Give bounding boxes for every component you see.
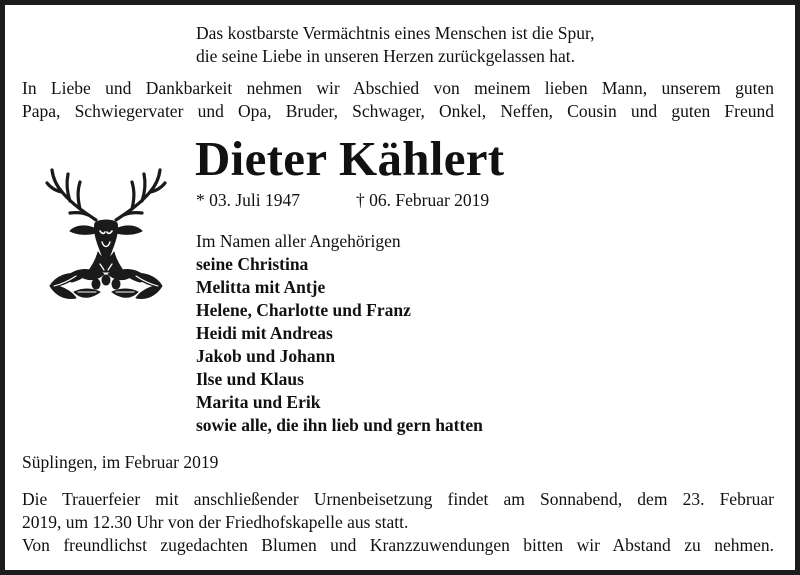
intro-line-2: Papa, Schwiegervater und Opa, Bruder, Schwager, Onkel, Neffen, Cousin und guten Freund: [22, 101, 774, 121]
notice-line-1: Die Trauerfeier mit anschließender Urnenbeisetzung findet am Sonnabend, dem 23. Februar: [22, 489, 774, 509]
intro-line-1: In Liebe und Dankbarkeit nehmen wir Abschied von meinem lieben Mann, unserem guten: [22, 78, 774, 98]
mourner-name: Ilse und Klaus: [196, 369, 304, 389]
mourner-name: Helene, Charlotte und Franz: [196, 300, 411, 320]
mourner-name: Heidi mit Andreas: [196, 323, 333, 343]
mourners-intro: Im Namen aller Angehörigen: [196, 231, 401, 251]
motto-line-1: Das kostbarste Vermächtnis eines Menschen ist die Spur,: [196, 23, 595, 43]
death-date: † 06. Februar 2019: [356, 190, 490, 210]
mourner-name: Marita und Erik: [196, 392, 321, 412]
deceased-name: Dieter Kählert: [195, 131, 505, 186]
mourner-name: Jakob und Johann: [196, 346, 336, 366]
birth-date: * 03. Juli 1947: [196, 190, 301, 210]
mourner-name: Melitta mit Antje: [196, 277, 326, 297]
mourner-closing: sowie alle, die ihn lieb und gern hatten: [196, 415, 483, 435]
motto-line-2: die seine Liebe in unseren Herzen zurückgelassen hat.: [196, 46, 576, 66]
notice-line-2: 2019, um 12.30 Uhr von der Friedhofskapelle aus statt.: [22, 512, 409, 532]
mourner-name: seine Christina: [196, 254, 309, 274]
place-date: Süplingen, im Februar 2019: [22, 452, 219, 472]
notice-line-3: Von freundlichst zugedachten Blumen und Kranzzuwendungen bitten wir Abstand zu nehmen.: [22, 535, 774, 555]
